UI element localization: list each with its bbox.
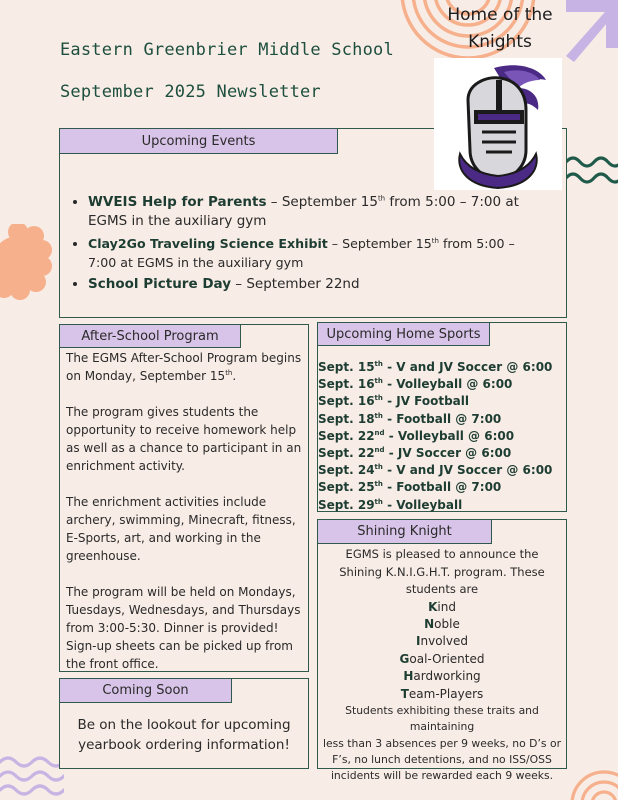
acronym-word-rest: ind: [437, 599, 456, 614]
game-event: - Volleyball @ 6:00: [384, 428, 515, 443]
event-title: Clay2Go Traveling Science Exhibit: [88, 236, 328, 251]
sports-game-line: [318, 428, 566, 445]
shining-knight-closing-1: Students exhibiting these traits and maintaining: [345, 703, 539, 734]
sports-game-line: [318, 497, 566, 514]
sports-game-line: [318, 376, 566, 393]
peach-scallop-decoration: [0, 224, 60, 300]
after-school-date-suffix: th: [225, 369, 233, 377]
acronym-word-rest: oble: [434, 616, 460, 631]
acronym-letter: H: [403, 669, 414, 684]
acronym-letter: K: [428, 599, 438, 614]
acronym-item: [322, 599, 562, 616]
after-school-tab: After-School Program: [59, 324, 241, 348]
knight-helmet-icon: [434, 58, 562, 190]
after-school-start-text: The EGMS After-School Program begins on Monday, September 15: [66, 351, 302, 383]
event-item: [88, 234, 538, 272]
game-event: - Football @ 7:00: [382, 480, 502, 495]
event-details: from 5:00 – 7:00 at EGMS in the auxiliary gym: [88, 194, 519, 229]
after-school-paragraph-3: The enrichment activities include archery, swimming, Minecraft, fitness, E-Sports, art, and working in the greenhouse.: [66, 495, 296, 563]
acronym-word-rest: oal-Oriented: [409, 651, 485, 666]
event-date-suffix: th: [377, 194, 386, 203]
home-title-line1: Home of the: [447, 5, 553, 25]
game-date-suffix: th: [374, 463, 383, 472]
knight-acronym-list: [322, 599, 562, 703]
game-event: - V and JV Soccer @ 6:00: [382, 463, 553, 478]
sports-game-line: [318, 359, 566, 376]
after-school-box: [59, 324, 309, 672]
game-event: - Volleyball: [382, 497, 463, 512]
events-list: [60, 193, 538, 297]
game-date-suffix: th: [374, 480, 383, 489]
acronym-letter: N: [424, 616, 435, 631]
game-date-suffix: nd: [374, 428, 385, 437]
shining-knight-closing-2: less than 3 absences per 9 weeks, no D’s or F’s, no lunch detentions, and no ISS/OSS incidents will be rewarded each 9 weeks.: [322, 736, 562, 783]
home-sports-box: [317, 322, 567, 512]
acronym-letter: I: [416, 634, 421, 649]
game-date: Sept. 15: [318, 360, 375, 374]
teal-waves-decoration: [564, 150, 618, 196]
game-event: - JV Football: [382, 394, 470, 409]
game-date-suffix: th: [374, 377, 383, 386]
acronym-letter: G: [399, 651, 410, 666]
after-school-paragraph-4: The program will be held on Mondays, Tuesdays, Wednesdays, and Thursdays from 3:00-5:30. Dinner is provided! Sign-up sheets can be picked up from the front office.: [66, 585, 301, 671]
sports-game-line: [318, 393, 566, 410]
sports-game-line: [318, 411, 566, 428]
game-date: Sept. 16: [318, 377, 375, 392]
shining-knight-content: [322, 546, 562, 784]
event-item: [88, 193, 538, 231]
game-date-suffix: th: [374, 411, 383, 420]
sports-game-line: [318, 445, 566, 462]
acronym-item: [322, 616, 562, 633]
acronym-word-rest: nvolved: [420, 634, 468, 649]
game-date: Sept. 18: [318, 411, 375, 426]
acronym-item: [322, 633, 562, 650]
event-date: – September 15: [266, 194, 378, 210]
home-sports-tab: Upcoming Home Sports: [317, 322, 490, 346]
game-event: - V and JV Soccer @ 6:00: [382, 360, 553, 374]
event-title: School Picture Day: [88, 276, 232, 292]
game-date: Sept. 25: [318, 480, 375, 495]
event-details: from 5:00 – 7:00 at EGMS in the auxiliary gym: [88, 236, 515, 270]
shining-knight-tab: Shining Knight: [317, 519, 492, 544]
game-event: - Football @ 7:00: [382, 411, 502, 426]
game-date: Sept. 16: [318, 394, 375, 409]
event-item: [88, 275, 538, 294]
game-date-suffix: nd: [374, 446, 385, 455]
sports-game-line: [318, 462, 566, 479]
home-of-the-knights-title: [434, 2, 566, 56]
acronym-word-rest: eam-Players: [408, 686, 484, 701]
knights-logo: [434, 58, 562, 190]
shining-knight-box: [317, 519, 567, 783]
sports-game-line: [318, 479, 566, 496]
coming-soon-text: Be on the lookout for upcoming yearbook ordering information!: [77, 717, 291, 753]
coming-soon-tab: Coming Soon: [59, 678, 232, 703]
game-date-suffix: th: [374, 394, 383, 403]
lavender-arrow-decoration: [560, 0, 618, 66]
acronym-word-rest: ardworking: [413, 669, 481, 684]
after-school-period: .: [232, 369, 237, 383]
acronym-letter: T: [400, 686, 409, 701]
event-date: – September 22nd: [231, 276, 360, 292]
school-name: Eastern Greenbrier Middle School: [60, 40, 394, 60]
event-date-suffix: th: [431, 236, 439, 245]
sports-schedule-list: [318, 359, 566, 514]
game-date-suffix: th: [374, 360, 383, 368]
shining-knight-intro: EGMS is pleased to announce the Shining K.N.I.G.H.T. program. These students are: [339, 547, 545, 596]
event-title: WVEIS Help for Parents: [88, 194, 267, 210]
game-event: - JV Soccer @ 6:00: [384, 446, 512, 461]
after-school-paragraph-2: The program gives students the opportunity to receive homework help as well as a chance to participant in an enrichment activity.: [66, 405, 302, 473]
lavender-waves-decoration: [0, 752, 64, 800]
event-date: – September 15: [327, 236, 432, 251]
newsletter-title: September 2025 Newsletter: [60, 82, 321, 102]
game-date: Sept. 22: [318, 428, 375, 443]
upcoming-events-tab: Upcoming Events: [59, 128, 338, 154]
home-title-line2: Knights: [468, 32, 532, 52]
game-event: - Volleyball @ 6:00: [382, 377, 513, 392]
acronym-item: [322, 668, 562, 685]
acronym-item: [322, 686, 562, 703]
game-date: Sept. 24: [318, 463, 375, 478]
game-date: Sept. 22: [318, 446, 375, 461]
acronym-item: [322, 651, 562, 668]
game-date: Sept. 29: [318, 497, 375, 512]
game-date-suffix: th: [374, 497, 383, 506]
after-school-paragraph-1: [66, 349, 302, 385]
